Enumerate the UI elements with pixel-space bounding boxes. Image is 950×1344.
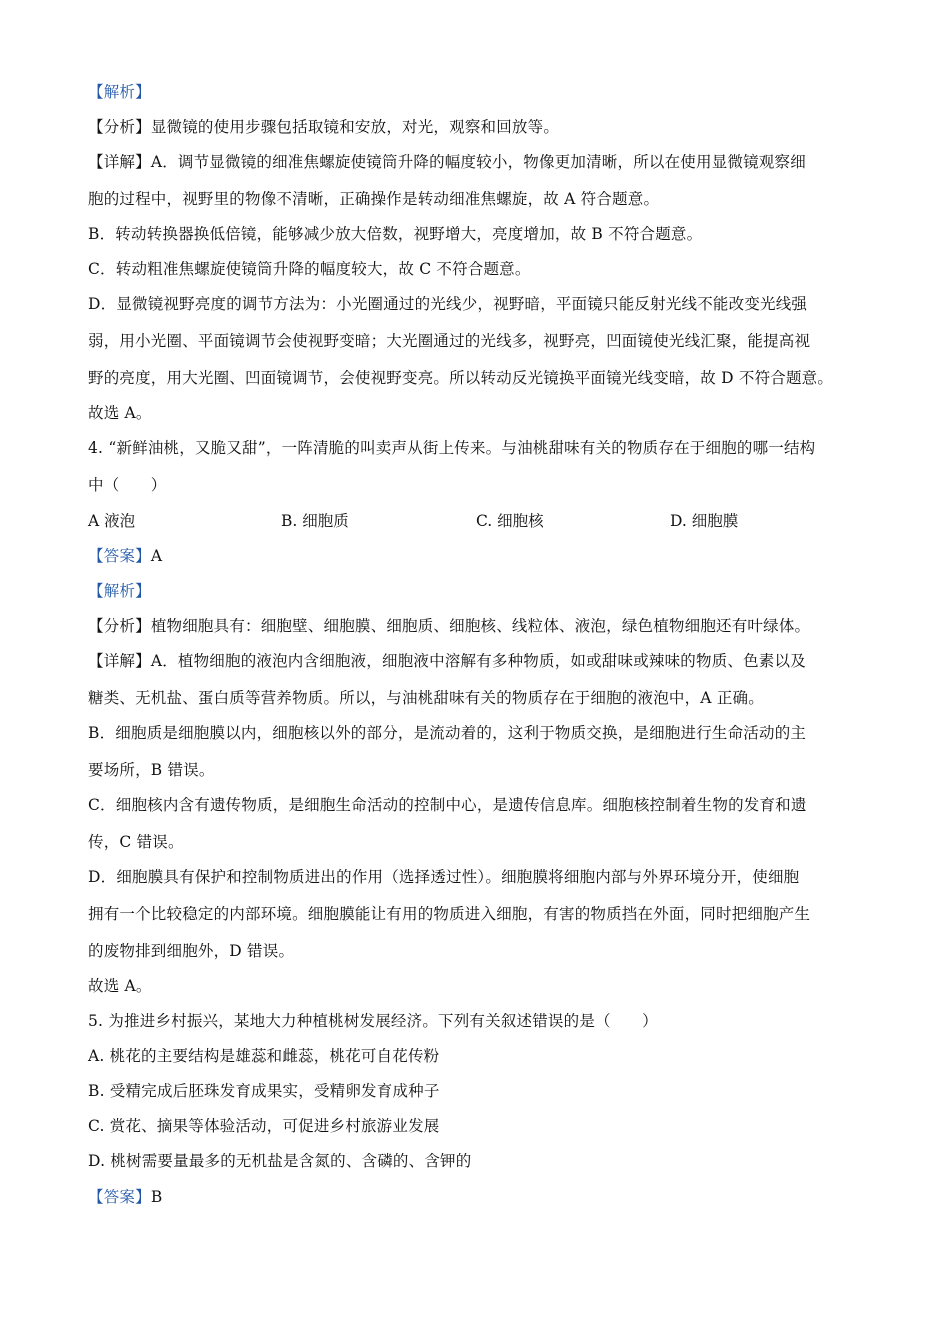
answer-tag: 【答案】 xyxy=(88,547,151,565)
analysis-header: 【解析】 xyxy=(88,582,151,600)
detail-text: A．调节显微镜的细准焦螺旋使镜筒升降的幅度较小，物像更加清晰，所以在使用显微镜观察细 xyxy=(150,153,806,171)
option-b: B. 细胞质 xyxy=(281,512,349,530)
option-a: A 液泡 xyxy=(88,512,136,530)
detail-line: 胞的过程中，视野里的物像不清晰，正确操作是转动细准焦螺旋，故 A 符合题意。 xyxy=(88,190,660,208)
detail-line: C．细胞核内含有遗传物质，是细胞生命活动的控制中心，是遗传信息库。细胞核控制着生物的发育和遗 xyxy=(88,796,807,814)
option-d: D. 细胞膜 xyxy=(670,512,739,530)
xiangjie-tag: 【详解】 xyxy=(88,652,151,670)
detail-line: B．转动转换器换低倍镜，能够减少放大倍数，视野增大，亮度增加，故 B 不符合题意。 xyxy=(88,225,703,243)
answer-tag: 【答案】 xyxy=(88,1188,151,1206)
analysis-header: 【解析】 xyxy=(88,83,151,101)
detail-line: 的废物排到细胞外，D 错误。 xyxy=(88,942,295,960)
detail-line: B．细胞质是细胞膜以内，细胞核以外的部分，是流动着的，这利于物质交换，是细胞进行生命活动的主 xyxy=(88,724,807,742)
answer-line xyxy=(88,545,162,567)
option-b: B. 受精完成后胚珠发育成果实，受精卵发育成种子 xyxy=(88,1082,440,1100)
detail-text: A．植物细胞的液泡内含细胞液，细胞液中溶解有多种物质，如或甜味或辣味的物质、色素以及 xyxy=(150,652,806,670)
conclusion-line: 故选 A。 xyxy=(88,404,152,422)
xiangjie-tag: 【详解】 xyxy=(88,153,151,171)
fenxi-text: 显微镜的使用步骤包括取镜和安放，对光，观察和回放等。 xyxy=(150,118,560,136)
fenxi-tag: 【分析】 xyxy=(88,617,151,635)
question-stem-cont: 中（ ） xyxy=(88,476,167,494)
detail-line: C．转动粗准焦螺旋使镜筒升降的幅度较大，故 C 不符合题意。 xyxy=(88,260,531,278)
detail-line: 弱，用小光圈、平面镜调节会使视野变暗；大光圈通过的光线多，视野亮，凹面镜使光线汇聚，能提高视 xyxy=(88,332,811,350)
analysis-detail-line xyxy=(88,650,806,672)
detail-line: 要场所，B 错误。 xyxy=(88,761,215,779)
detail-line: D．细胞膜具有保护和控制物质进出的作用（选择透过性）。细胞膜将细胞内部与外界环境分开，使细胞 xyxy=(88,868,800,886)
detail-line: 糖类、无机盐、蛋白质等营养物质。所以，与油桃甜味有关的物质存在于细胞的液泡中，A 正确。 xyxy=(88,689,764,707)
conclusion-line: 故选 A。 xyxy=(88,977,152,995)
question-stem: 4. “新鲜油桃，又脆又甜”，一阵清脆的叫卖声从街上传来。与油桃甜味有关的物质存在于细胞的哪一结构 xyxy=(88,439,816,457)
detail-line: 拥有一个比较稳定的内部环境。细胞膜能让有用的物质进入细胞，有害的物质挡在外面，同时把细胞产生 xyxy=(88,905,811,923)
answer-value: B xyxy=(150,1188,163,1206)
analysis-fenxi xyxy=(88,615,810,637)
analysis-fenxi xyxy=(88,116,559,138)
analysis-detail-line xyxy=(88,151,806,173)
fenxi-tag: 【分析】 xyxy=(88,118,151,136)
option-c: C. 细胞核 xyxy=(476,512,544,530)
option-c: C. 赏花、摘果等体验活动，可促进乡村旅游业发展 xyxy=(88,1117,440,1135)
detail-line: D．显微镜视野亮度的调节方法为：小光圈通过的光线少，视野暗，平面镜只能反射光线不能改变光线强 xyxy=(88,295,808,313)
fenxi-text: 植物细胞具有：细胞壁、细胞膜、细胞质、细胞核、线粒体、液泡，绿色植物细胞还有叶绿体。 xyxy=(150,617,811,635)
detail-line: 野的亮度，用大光圈、凹面镜调节，会使视野变亮。所以转动反光镜换平面镜光线变暗，故 D 不符合题意。 xyxy=(88,369,834,387)
answer-value: A xyxy=(150,547,163,565)
detail-line: 传，C 错误。 xyxy=(88,833,184,851)
option-d: D. 桃树需要量最多的无机盐是含氮的、含磷的、含钾的 xyxy=(88,1152,472,1170)
question-stem: 5. 为推进乡村振兴，某地大力种植桃树发展经济。下列有关叙述错误的是（ ） xyxy=(88,1012,658,1030)
answer-line xyxy=(88,1186,162,1208)
option-a: A. 桃花的主要结构是雄蕊和雌蕊，桃花可自花传粉 xyxy=(88,1047,440,1065)
